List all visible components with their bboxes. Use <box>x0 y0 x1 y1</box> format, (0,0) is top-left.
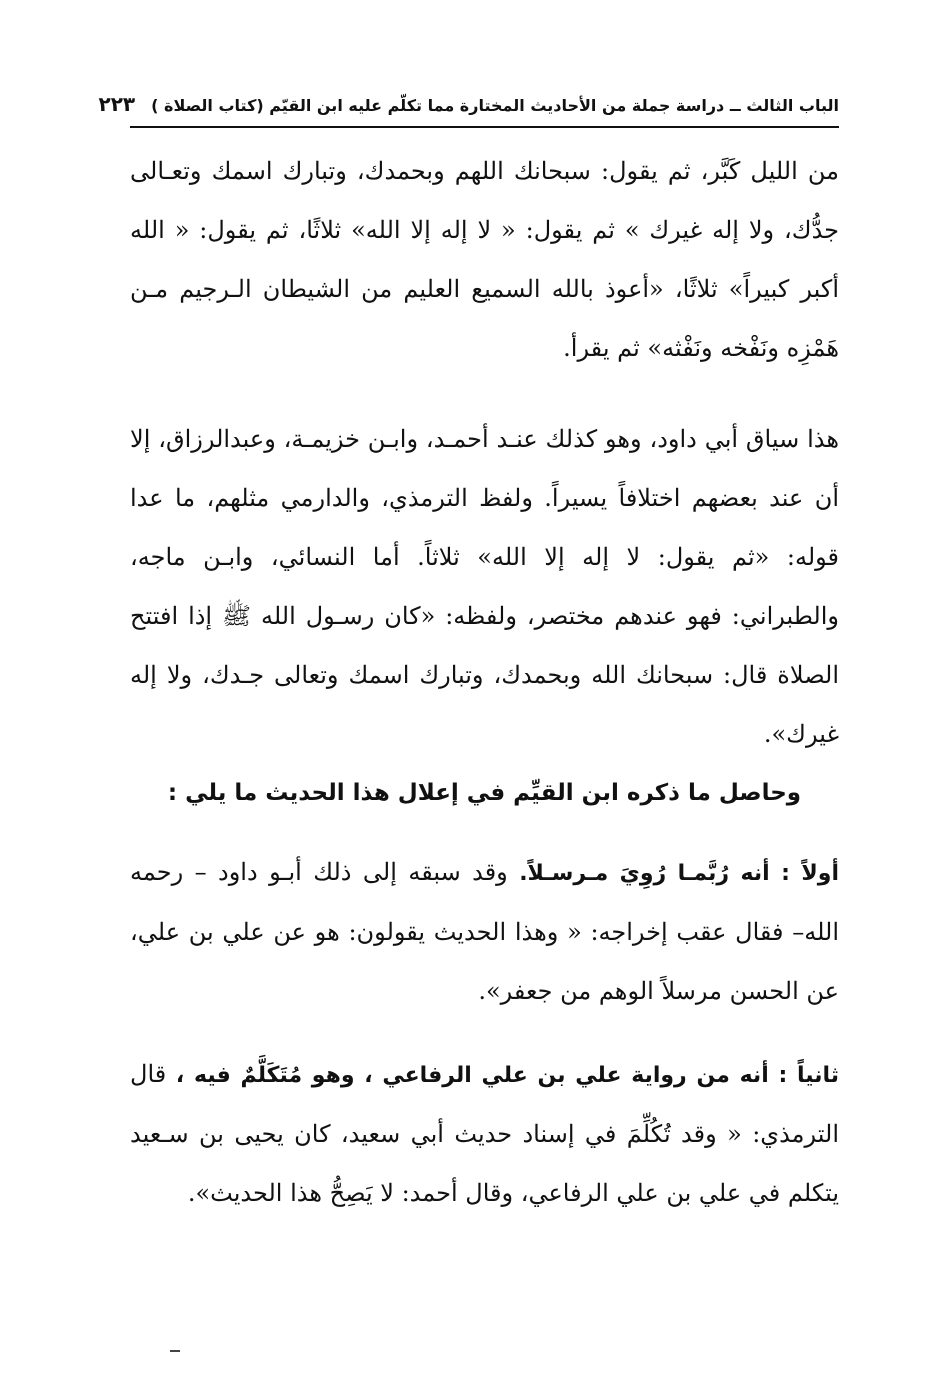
point-one-text: وقد سبقه إلى ذلك أبـو داود – رحمه الله– فقال عقب إخراجه: « وهذا الحديث يقولون: هو عن علي بن علي، عن الحسن مرسلاً الوهم من جعفر». <box>130 858 839 1005</box>
header-rule <box>130 126 839 128</box>
paragraph-sources: هذا سياق أبي داود، وهو كذلك عنـد أحمـد، وابـن خزيمـة، وعبدالرزاق، إلا أن عند بعضهم اختلافاً يسيراً. ولفظ الترمذي، والدارمي مثلهم، ما عدا قوله: «ثم يقول: لا إله إلا الله» ثلاثاً. أما النسائي، وابـن ماجه، والطبراني: فهو عندهم مختصر، ولفظه: «كان رسـول الله ﷺ إذا افتتح الصلاة قال: سبحانك الله وبحمدك، وتبارك اسمك وتعالى جـدك، ولا إله غيرك». <box>130 425 839 748</box>
book-page <box>98 0 839 1385</box>
point-two-lead: ثانياً : أنه من رواية علي بن علي الرفاعي ، وهو مُتَكَلَّمٌ فيه ، <box>175 1063 839 1088</box>
page-number: ٢٢٣ <box>98 92 136 116</box>
paragraph-hadith-text: من الليل كَبَّر، ثم يقول: سبحانك اللهم وبحمدك، وتبارك اسمك وتعـالى جدُّك، ولا إله غيرك » ثم يقول: « لا إله إلا الله» ثلاثًا، ثم يقول: « الله أكبر كبيراً» ثلاثًا، «أعوذ بالله السميع العليم من الشيطان الـرجيم مـن هَمْزِه ونَفْخه ونَفْثه» ثم يقرأ. <box>130 157 839 362</box>
chapter-title: الباب الثالث ــ دراسة جملة من الأحاديث المختارة مما تكلّم عليه ابن القيّم (كتاب الصلاة ) <box>151 96 839 115</box>
scan-speck <box>170 1350 180 1352</box>
point-two <box>130 1045 839 1223</box>
point-one-lead: أولاً : أنه رُبَّمـا رُوِيَ مـرسـلاً. <box>519 861 839 886</box>
point-one <box>130 843 839 1021</box>
section-heading: وحاصل ما ذكره ابن القيِّم في إعلال هذا الحديث ما يلي : <box>167 780 802 806</box>
running-header <box>98 92 839 116</box>
body-text <box>130 142 839 1223</box>
point-two-text: قال الترمذي: « وقد تُكُلِّمَ في إسناد حديث أبي سعيد، كان يحيى بن سـعيد يتكلم في علي بن علي الرفاعي، وقال أحمد: لا يَصِحُّ هذا الحديث». <box>130 1060 839 1207</box>
